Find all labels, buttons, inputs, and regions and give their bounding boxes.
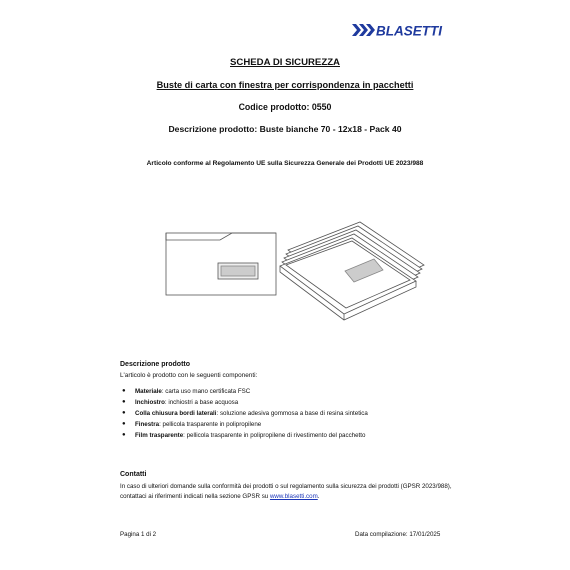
description-intro: L'articolo è prodotto con le seguenti componenti: [120, 372, 258, 379]
regulation-note: Articolo conforme al Regolamento UE sulla Sicurezza Generale dei Prodotti UE 2023/988 [146, 160, 424, 167]
compilation-date: Data compilazione: 17/01/2025 [355, 531, 441, 538]
bullet-icon: ● [122, 421, 126, 427]
bullet-icon: ● [122, 399, 126, 405]
description-section-title: Descrizione prodotto [120, 361, 191, 368]
bullet-icon: ● [122, 410, 126, 416]
logo-text: BLASETTI [376, 23, 442, 38]
page-number: Pagina 1 di 2 [120, 531, 157, 538]
contacts-text: In caso di ulteriori domande sulla conformità dei prodotti o sul regolamento sulla sicurezza dei prodotti (GPSR 2023/988), contattaci ai riferimenti indicati nella sezione GPSR su www.blasetti.com. [120, 483, 452, 500]
page-title: SCHEDA DI SICUREZZA [230, 57, 340, 68]
product-code: Codice prodotto: 0550 [238, 102, 332, 112]
list-item: ● Finestra: pellicola trasparente in polipropilene [122, 421, 262, 428]
website-link[interactable]: www.blasetti.com [269, 492, 318, 500]
list-item: ● Inchiostro: inchiostri a base acquosa [122, 399, 239, 406]
envelopes-illustration [160, 200, 430, 330]
blasetti-logo [352, 22, 452, 38]
contacts-section-title: Contatti [120, 471, 147, 478]
list-item: ● Materiale: carta uso mano certificata FSC [122, 388, 251, 395]
single-envelope-drawing [166, 233, 276, 295]
bullet-icon: ● [122, 388, 126, 394]
product-description: Descrizione prodotto: Buste bianche 70 - 12x18 - Pack 40 [168, 124, 402, 134]
envelope-pack-drawing [280, 222, 424, 320]
bullet-icon: ● [122, 432, 126, 438]
list-item: ● Film trasparente: pellicola trasparente in polipropilene di rivestimento del pacchetto [122, 432, 366, 439]
list-item: ● Colla chiusura bordi laterali: soluzione adesiva gommosa a base di resina sintetica [122, 410, 368, 417]
components-list [120, 386, 460, 441]
product-subtitle: Buste di carta con finestra per corrispondenza in pacchetti [156, 80, 414, 90]
